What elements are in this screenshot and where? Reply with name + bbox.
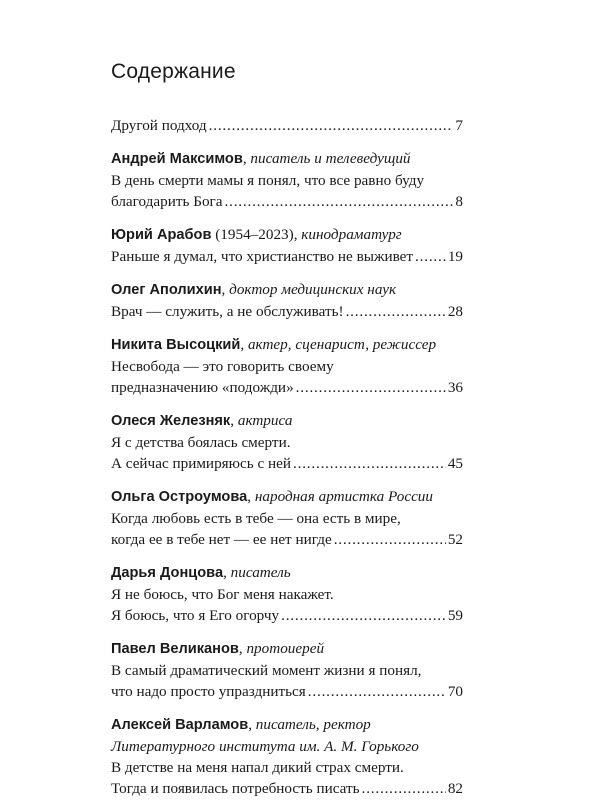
author-name: Юрий Арабов: [111, 227, 212, 243]
entry-title: А сейчас примиряюсь с ней: [111, 455, 291, 472]
toc-line: [111, 778, 463, 799]
entry-title-line: В самый драматический момент жизни я понял,: [111, 662, 422, 679]
entry-title: что надо просто упраздниться: [111, 683, 306, 700]
toc-line: [111, 115, 463, 136]
author-role: писатель, ректор: [255, 716, 371, 733]
toc-entry[interactable]: [111, 638, 463, 702]
author-name: Олеся Железняк: [111, 413, 231, 429]
author-role: протоиерей: [246, 640, 325, 657]
author-role: народная артистка России: [254, 488, 433, 505]
entry-title-line: Я с детства боялась смерти.: [111, 434, 291, 451]
toc-entry-intro[interactable]: [111, 115, 463, 136]
author-name: Алексей Варламов: [111, 717, 249, 733]
author-role: актриса: [237, 412, 293, 429]
toc-line: [111, 529, 463, 550]
dot-leader: [334, 529, 446, 550]
toc-entry[interactable]: [111, 562, 463, 626]
page-number: 59: [447, 607, 463, 624]
toc-heading: Содержание: [111, 60, 236, 83]
entry-title: благодарить Бога: [111, 193, 223, 210]
toc-entry[interactable]: [111, 714, 463, 799]
entry-title: Врач — служить, а не обслуживать!: [111, 303, 344, 320]
page-number: 28: [447, 303, 463, 320]
entry-title-line: Когда любовь есть в тебе — она есть в мире,: [111, 510, 401, 527]
page-number: 7: [455, 117, 463, 134]
entry-title: Другой подход: [111, 117, 207, 134]
entry-title-line: В детстве на меня напал дикий страх смерти.: [111, 759, 404, 776]
entry-heading: Андрей Максимов, писатель и телеведущий: [111, 150, 411, 167]
author-name: Никита Высоцкий: [111, 337, 241, 353]
toc-entry[interactable]: [111, 279, 463, 322]
entry-title-line: Несвобода — это говорить своему: [111, 358, 334, 375]
dot-leader: [281, 605, 446, 626]
toc-line: [111, 301, 463, 322]
author-years: (1954–2023): [215, 226, 294, 243]
entry-title: предназначению «подожди»: [111, 379, 294, 396]
entry-title: Тогда и появилась потребность писать: [111, 780, 360, 797]
dot-leader: [296, 377, 446, 398]
dot-leader: [225, 191, 454, 212]
author-name: Олег Аполихин: [111, 282, 222, 298]
entry-title: когда ее в тебе нет — ее нет нигде: [111, 531, 332, 548]
toc-line: [111, 681, 463, 702]
author-role-continued: Литературного института им. А. М. Горького: [111, 738, 419, 755]
entry-title: Раньше я думал, что христианство не выживет: [111, 248, 414, 265]
author-name: Ольга Остроумова: [111, 489, 248, 505]
author-role: писатель: [230, 564, 291, 581]
toc-entry[interactable]: [111, 410, 463, 474]
author-role: доктор медицинских наук: [229, 281, 397, 298]
entry-heading: Юрий Арабов (1954–2023), кинодраматург: [111, 226, 402, 243]
author-name: Павел Великанов: [111, 641, 239, 657]
toc-entry[interactable]: [111, 148, 463, 212]
dot-leader: [308, 681, 446, 702]
author-name: Андрей Максимов: [111, 151, 243, 167]
dot-leader: [209, 115, 454, 136]
entry-heading: Алексей Варламов, писатель, ректор: [111, 716, 371, 733]
toc-line: [111, 191, 463, 212]
entry-title: Я боюсь, что я Его огорчу: [111, 607, 280, 624]
entry-heading: Никита Высоцкий, актер, сценарист, режиссер: [111, 336, 437, 353]
page-number: 82: [447, 780, 463, 797]
entry-title-line: Я не боюсь, что Бог меня накажет.: [111, 586, 334, 603]
author-name: Дарья Донцова: [111, 565, 224, 581]
dot-leader: [362, 778, 446, 799]
page-number: 45: [447, 455, 463, 472]
page-number: 70: [447, 683, 463, 700]
entry-heading: Олег Аполихин, доктор медицинских наук: [111, 281, 397, 298]
entry-title-line: В день смерти мамы я понял, что все равно буду: [111, 172, 425, 189]
entry-heading: Олеся Железняк, актриса: [111, 412, 293, 429]
toc-entry[interactable]: [111, 334, 463, 398]
toc-line: [111, 605, 463, 626]
toc-entry[interactable]: [111, 486, 463, 550]
author-role: актер, сценарист, режиссер: [247, 336, 437, 353]
dot-leader: [415, 246, 446, 267]
toc-line: [111, 246, 463, 267]
author-role: писатель и телеведущий: [250, 150, 411, 167]
author-role: кинодраматург: [301, 226, 402, 243]
dot-leader: [293, 453, 446, 474]
toc-line: [111, 377, 463, 398]
page-number: 36: [447, 379, 463, 396]
table-of-contents: [111, 115, 463, 811]
page-number: 52: [447, 531, 463, 548]
page-number: 19: [447, 248, 463, 265]
entry-heading: Ольга Остроумова, народная артистка России: [111, 488, 433, 505]
toc-line: [111, 453, 463, 474]
page-number: 8: [455, 193, 463, 210]
toc-entry[interactable]: [111, 224, 463, 267]
dot-leader: [346, 301, 446, 322]
entry-heading: Павел Великанов, протоиерей: [111, 640, 325, 657]
entry-heading: Дарья Донцова, писатель: [111, 564, 291, 581]
